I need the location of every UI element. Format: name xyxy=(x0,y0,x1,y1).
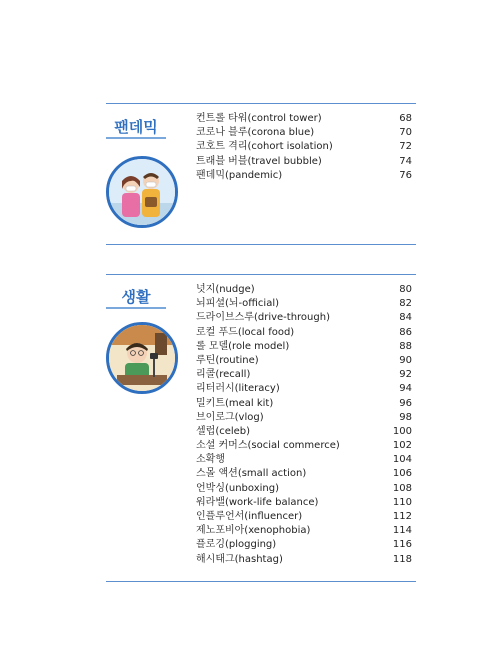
entry-page: 76 xyxy=(399,169,412,181)
entry-term: 제노포비아(xenophobia) xyxy=(196,525,311,537)
section-bottom-rule xyxy=(106,581,416,582)
entry-term: 뇌피셜(뇌-official) xyxy=(196,298,280,310)
entry-term: 밀키트(meal kit) xyxy=(196,397,274,409)
toc-entry[interactable] xyxy=(196,411,412,425)
entry-term: 코로나 블루(corona blue) xyxy=(196,127,315,139)
entry-term: 소셜 커머스(social commerce) xyxy=(196,440,340,452)
category-title: 생활 xyxy=(121,288,151,306)
entry-term: 언박싱(unboxing) xyxy=(196,482,279,494)
entry-term: 트래블 버블(travel bubble) xyxy=(196,155,322,167)
vlogger-image xyxy=(109,325,175,391)
toc-entry[interactable] xyxy=(196,326,412,340)
entry-page: 100 xyxy=(392,425,412,437)
entry-page: 96 xyxy=(399,397,412,409)
entry-page: 72 xyxy=(399,141,412,153)
toc-entry[interactable] xyxy=(196,311,412,325)
entry-term: 플로깅(plogging) xyxy=(196,539,277,551)
toc-entry[interactable] xyxy=(196,126,412,140)
masked-travelers-image xyxy=(109,159,175,225)
entry-term: 리터러시(literacy) xyxy=(196,383,280,395)
entry-term: 리콜(recall) xyxy=(196,369,251,381)
toc-entry[interactable] xyxy=(196,453,412,467)
toc-entry[interactable] xyxy=(196,397,412,411)
entry-term: 코호트 격리(cohort isolation) xyxy=(196,141,333,153)
entry-term: 셀럽(celeb) xyxy=(196,425,251,437)
toc-entry[interactable] xyxy=(196,354,412,368)
pandemic-illustration xyxy=(106,156,178,228)
toc-entry[interactable] xyxy=(196,439,412,453)
entry-term: 드라이브스루(drive-through) xyxy=(196,312,330,324)
entry-term: 넛지(nudge) xyxy=(196,284,255,295)
entry-page: 110 xyxy=(392,496,412,508)
section-top-rule xyxy=(106,274,416,275)
entry-term: 브이로그(vlog) xyxy=(196,411,264,423)
toc-entry[interactable] xyxy=(196,425,412,439)
entry-page: 80 xyxy=(399,284,412,295)
entry-page: 108 xyxy=(392,482,412,494)
toc-entry[interactable] xyxy=(196,297,412,311)
entry-term: 팬데믹(pandemic) xyxy=(196,169,283,181)
lifestyle-entry-list xyxy=(196,283,412,567)
entry-page: 118 xyxy=(392,553,412,565)
entry-term: 워라밸(work-life balance) xyxy=(196,496,319,508)
entry-page: 88 xyxy=(399,340,412,352)
entry-page: 116 xyxy=(392,539,412,551)
category-title: 팬데믹 xyxy=(114,118,158,136)
toc-entry[interactable] xyxy=(196,524,412,538)
toc-entry[interactable] xyxy=(196,553,412,567)
toc-entry[interactable] xyxy=(196,496,412,510)
entry-page: 112 xyxy=(392,511,412,522)
toc-entry[interactable] xyxy=(196,283,412,297)
lifestyle-illustration xyxy=(106,322,178,394)
entry-page: 106 xyxy=(392,468,412,480)
toc-entry[interactable] xyxy=(196,510,412,524)
entry-term: 루틴(routine) xyxy=(196,354,259,366)
toc-entry[interactable] xyxy=(196,169,412,183)
entry-term: 해시태그(hashtag) xyxy=(196,553,283,565)
entry-page: 104 xyxy=(392,454,412,466)
toc-entry[interactable] xyxy=(196,368,412,382)
entry-page: 92 xyxy=(399,369,412,381)
toc-entry[interactable] xyxy=(196,112,412,126)
toc-entry[interactable] xyxy=(196,155,412,169)
entry-page: 90 xyxy=(399,354,412,366)
entry-term: 컨트롤 타워(control tower) xyxy=(196,113,322,124)
entry-page: 98 xyxy=(399,411,412,423)
entry-term: 소확행 xyxy=(196,454,225,466)
entry-page: 82 xyxy=(399,298,412,310)
toc-entry[interactable] xyxy=(196,538,412,552)
entry-page: 68 xyxy=(399,113,412,124)
entry-page: 74 xyxy=(399,155,412,167)
category-underline xyxy=(106,307,166,309)
toc-entry[interactable] xyxy=(196,340,412,354)
entry-page: 84 xyxy=(399,312,412,324)
entry-page: 70 xyxy=(399,127,412,139)
entry-term: 스몰 액션(small action) xyxy=(196,468,307,480)
entry-term: 롤 모델(role model) xyxy=(196,340,290,352)
toc-entry[interactable] xyxy=(196,482,412,496)
toc-entry[interactable] xyxy=(196,382,412,396)
pandemic-entry-list xyxy=(196,112,412,183)
section-top-rule xyxy=(106,103,416,104)
entry-page: 102 xyxy=(392,440,412,452)
entry-page: 94 xyxy=(399,383,412,395)
toc-entry[interactable] xyxy=(196,140,412,154)
toc-entry[interactable] xyxy=(196,467,412,481)
section-bottom-rule xyxy=(106,244,416,245)
entry-term: 로컬 푸드(local food) xyxy=(196,326,295,338)
entry-term: 인플루언서(influencer) xyxy=(196,511,303,522)
category-underline xyxy=(106,137,166,139)
entry-page: 114 xyxy=(392,525,412,537)
entry-page: 86 xyxy=(399,326,412,338)
